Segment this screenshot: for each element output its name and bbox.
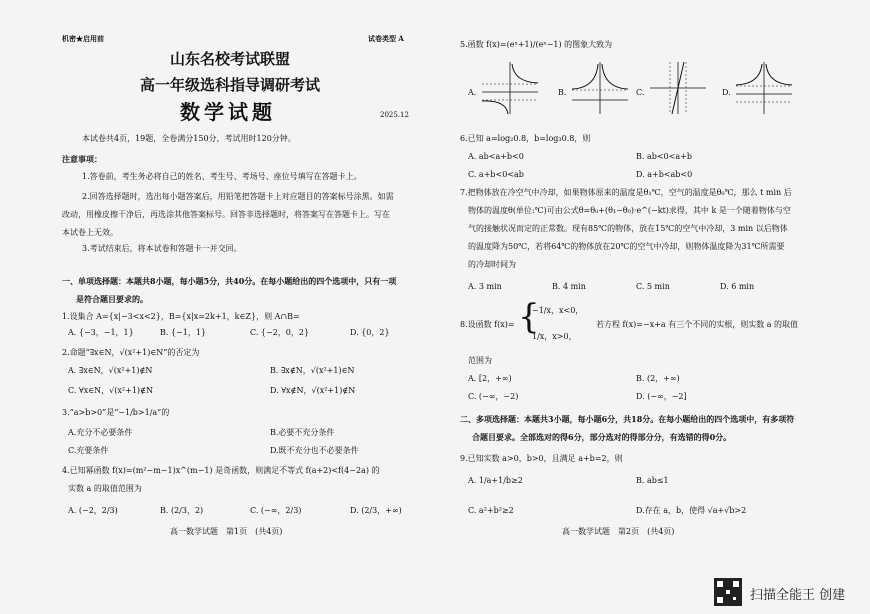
question-8-line2: 范围为 [468, 356, 492, 365]
q5-option-a-label: A. [468, 88, 477, 97]
q2-option-a: A. ∃x∈N，√(x²+1)∉N [68, 366, 153, 375]
q3-option-c: C.充要条件 [68, 446, 109, 455]
q9-option-a: A. 1/a+1/b≥2 [468, 476, 523, 485]
question-8-cont: 若方程 f(x)=−x+a 有三个不同的实根，则实数 a 的取值 [596, 320, 799, 329]
q1-option-a: A. {−3，−1，1} [68, 328, 134, 337]
question-7-line2: 物体的温度θ(单位:℃)可由公式θ=θ₀+(θ₁−θ₀)·e^(−kt)求得，其中 k 是一个随着物体与空 [468, 206, 791, 215]
q5-option-d-label: D. [722, 88, 731, 97]
qr-code-icon [714, 578, 742, 606]
q8-case-2: 1/x，x>0， [532, 332, 577, 341]
q6-option-b: B. ab<0<a+b [636, 152, 692, 161]
note-2-cont: 改动，用橡皮擦干净后，再选涂其他答案标号。回答非选择题时，将答案写在答题卡上。写在 [62, 210, 390, 219]
q9-option-d: D.存在 a，b，使得 √a+√b>2 [636, 506, 747, 515]
q2-option-b: B. ∃x∉N，√(x²+1)∈N [270, 366, 355, 375]
q7-option-b: B. 4 min [552, 282, 586, 291]
page-footer: 高一数学试题 第2页 (共4页) [562, 527, 675, 536]
q2-option-d: D. ∀x∉N，√(x²+1)∉N [270, 386, 356, 395]
question-9: 9.已知实数 a>0，b>0，且满足 a+b=2，则 [460, 454, 623, 463]
q6-option-d: D. a+b<ab<0 [636, 170, 693, 179]
confidential-mark: 机密★启用前 [62, 34, 104, 43]
page-footer: 高一数学试题 第1页 (共4页) [170, 527, 283, 536]
question-7-line5: 的冷却时间为 [468, 260, 516, 269]
note-2: 2.回答选择题时，选出每小题答案后，用铅笔把答题卡上对应题目的答案标号涂黑。如需 [82, 192, 394, 201]
q5-option-c-label: C. [636, 88, 645, 97]
q5-graph-b [570, 60, 630, 116]
q4-option-b: B. (2/3，2) [160, 506, 204, 515]
question-3: 3.“a>b>0”是“−1/b>1/a”的 [62, 408, 170, 417]
note-3: 3.考试结束后，将本试卷和答题卡一并交回。 [82, 244, 242, 253]
q8-option-a: A. [2，+∞) [468, 374, 512, 383]
notes-title: 注意事项： [62, 154, 102, 164]
q7-option-a: A. 3 min [468, 282, 502, 291]
q3-option-b: B.必要不充分条件 [270, 428, 335, 437]
question-4: 4.已知幂函数 f(x)=(m²−m−1)x^(m−1) 是奇函数，则满足不等式 f(a+2)<f(4−2a) 的 [62, 466, 380, 475]
q8-option-d: D. (−∞，−2] [636, 392, 687, 401]
q4-option-c: C. (−∞，2/3) [250, 506, 302, 515]
q5-graph-c [648, 60, 708, 116]
q6-option-a: A. ab<a+b<0 [468, 152, 524, 161]
page-title: 数学试题 [180, 100, 276, 124]
exam-name: 高一年级选科指导调研考试 [140, 76, 321, 94]
q8-option-b: B. (2，+∞) [636, 374, 680, 383]
question-6: 6.已知 a=log₂0.8，b=log₃0.8，则 [460, 134, 591, 143]
q7-option-c: C. 5 min [636, 282, 670, 291]
watermark-text: 扫描全能王 创建 [750, 588, 846, 603]
q5-graph-a [480, 60, 540, 116]
question-7-line4: 的温度降为50℃，若将64℃的物体放在20℃的空气中冷却，则物体温度降为31℃所需要 [468, 242, 785, 251]
piecewise-brace: { [518, 297, 540, 337]
section-1-heading: 一、单项选择题：本题共8小题，每小题5分，共40分。在每小题给出的四个选项中，只有一项 [62, 276, 397, 286]
q5-option-b-label: B. [558, 88, 567, 97]
q6-option-c: C. a+b<0<ab [468, 170, 524, 179]
paper-type: 试卷类型 A [368, 34, 404, 43]
question-4-cont: 实数 a 的取值范围为 [68, 484, 142, 493]
question-7-line3: 气的接触状况而定的正常数。现有85℃的物体，放在15℃的空气中冷却，3 min 以后物体 [468, 224, 788, 233]
question-8: 8.设函数 f(x)= [460, 320, 515, 329]
exam-date: 2025.12 [380, 111, 409, 119]
q8-option-c: C. (−∞，−2) [468, 392, 519, 401]
q1-option-c: C. {−2，0，2} [250, 328, 310, 337]
q3-option-a: A.充分不必要条件 [68, 428, 133, 437]
q9-option-c: C. a²+b²≥2 [468, 506, 514, 515]
q3-option-d: D.既不充分也不必要条件 [270, 446, 359, 455]
question-5: 5.函数 f(x)=(eˣ+1)/(eˣ−1) 的图象大致为 [460, 40, 613, 49]
section-2-heading: 二、多项选择题：本题共3小题，每小题6分，共18分。在每小题给出的四个选项中，有多项符 [460, 414, 795, 424]
page-2 [452, 30, 864, 550]
q1-option-d: D. {0，2} [350, 328, 390, 337]
q4-option-a: A. (−2，2/3) [68, 506, 118, 515]
note-2-end: 本试卷上无效。 [62, 228, 118, 237]
q2-option-c: C. ∀x∈N，√(x²+1)∉N [68, 386, 153, 395]
page-1 [20, 30, 432, 550]
q8-case-1: −1/x，x<0， [532, 306, 584, 315]
q4-option-d: D. (2/3，+∞) [350, 506, 402, 515]
section-1-heading-cont: 是符合题目要求的。 [76, 294, 148, 304]
question-1: 1.设集合 A={x|−3<x<2}，B={x|x=2k+1，k∈Z}，则 A∩B= [62, 312, 300, 321]
q1-option-b: B. {−1，1} [160, 328, 207, 337]
q5-graph-d [734, 60, 794, 116]
section-2-heading-cont: 合题目要求。全部选对的得6分，部分选对的得部分分，有选错的得0分。 [472, 432, 732, 442]
note-1: 1.答卷前，考生务必将自己的姓名、考生号、考场号、座位号填写在答题卡上。 [82, 172, 362, 181]
intro-text: 本试卷共4页，19题，全卷满分150分，考试用时120分钟。 [82, 134, 296, 143]
question-7: 7.把物体放在冷空气中冷却，如果物体原来的温度是θ₁℃，空气的温度是θ₀℃，那么 t min 后 [460, 188, 792, 197]
q7-option-d: D. 6 min [720, 282, 755, 291]
exam-organizer: 山东名校考试联盟 [170, 50, 291, 68]
q9-option-b: B. ab≤1 [636, 476, 669, 485]
question-2: 2.命题“∃x∈N，√(x²+1)∈N”的否定为 [62, 348, 200, 357]
